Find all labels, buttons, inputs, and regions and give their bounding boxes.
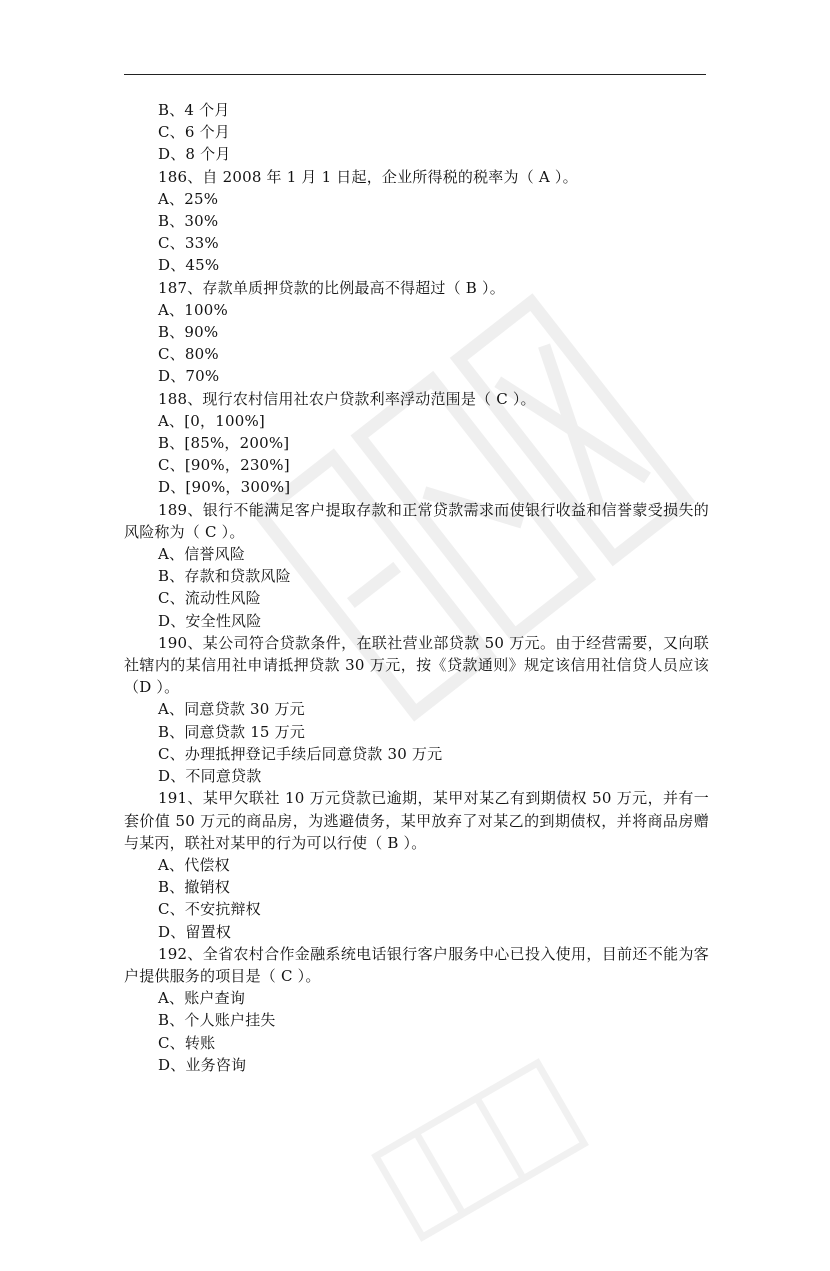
option-line: D、8 个月 xyxy=(158,145,231,164)
option-line: C、[90%，230%] xyxy=(158,456,290,475)
document-body xyxy=(124,99,709,1076)
option-line: B、个人账户挂失 xyxy=(158,1011,276,1030)
option-line: B、[85%，200%] xyxy=(158,434,290,453)
option-line: A、信誉风险 xyxy=(158,545,246,564)
option-line: C、办理抵押登记手续后同意贷款 30 万元 xyxy=(158,744,443,763)
question-192-stem: 192、全省农村合作金融系统电话银行客户服务中心已投入使用，目前还不能为客户提供服务的项目是（ C ）。 xyxy=(124,944,709,985)
option-line: B、30% xyxy=(158,212,219,231)
option-line: C、转账 xyxy=(158,1033,216,1052)
option-line: C、不安抗辩权 xyxy=(158,900,261,919)
option-line: C、33% xyxy=(158,234,219,253)
option-line: D、业务咨询 xyxy=(158,1055,247,1074)
option-line: D、45% xyxy=(158,256,220,275)
option-line: D、[90%，300%] xyxy=(158,478,291,497)
option-line: B、90% xyxy=(158,323,219,342)
question-190-stem: 190、某公司符合贷款条件，在联社营业部贷款 50 万元。由于经营需要，又向联社辖内的某信用社申请抵押贷款 30 万元，按《贷款通则》规定该信用社信贷人员应该（D ）。 xyxy=(124,633,709,697)
option-line: A、账户查询 xyxy=(158,989,246,1008)
option-line: D、70% xyxy=(158,367,220,386)
header-rule xyxy=(124,74,706,75)
question-187-stem: 187、存款单质押贷款的比例最高不得超过（ B ）。 xyxy=(158,278,505,297)
option-line: A、代偿权 xyxy=(158,855,230,874)
option-line: B、存款和贷款风险 xyxy=(158,567,291,586)
question-189-stem: 189、银行不能满足客户提取存款和正常贷款需求而使银行收益和信誉蒙受损失的风险称为（ C ）。 xyxy=(124,500,709,541)
question-186-stem: 186、自 2008 年 1 月 1 日起，企业所得税的税率为（ A ）。 xyxy=(158,167,578,186)
option-line: D、安全性风险 xyxy=(158,611,262,630)
option-line: A、25% xyxy=(158,189,219,208)
option-line: B、撤销权 xyxy=(158,878,231,897)
option-line: A、[0，100%] xyxy=(158,411,265,430)
option-line: B、同意贷款 15 万元 xyxy=(158,722,306,741)
option-line: A、同意贷款 30 万元 xyxy=(158,700,305,719)
option-line: D、不同意贷款 xyxy=(158,767,262,786)
option-line: C、80% xyxy=(158,345,219,364)
option-line: C、6 个月 xyxy=(158,123,230,142)
question-191-stem: 191、某甲欠联社 10 万元贷款已逾期，某甲对某乙有到期债权 50 万元，并有一套价值 50 万元的商品房，为逃避债务，某甲放弃了对某乙的到期债权，并将商品房赠与某丙，联社对某甲的行为可以行使（ B ）。 xyxy=(124,789,709,852)
option-line: A、100% xyxy=(158,300,228,319)
question-188-stem: 188、现行农村信用社农户贷款利率浮动范围是（ C ）。 xyxy=(158,389,536,408)
option-line: B、4 个月 xyxy=(158,101,230,119)
option-line: C、流动性风险 xyxy=(158,589,261,608)
option-line: D、留置权 xyxy=(158,922,232,941)
